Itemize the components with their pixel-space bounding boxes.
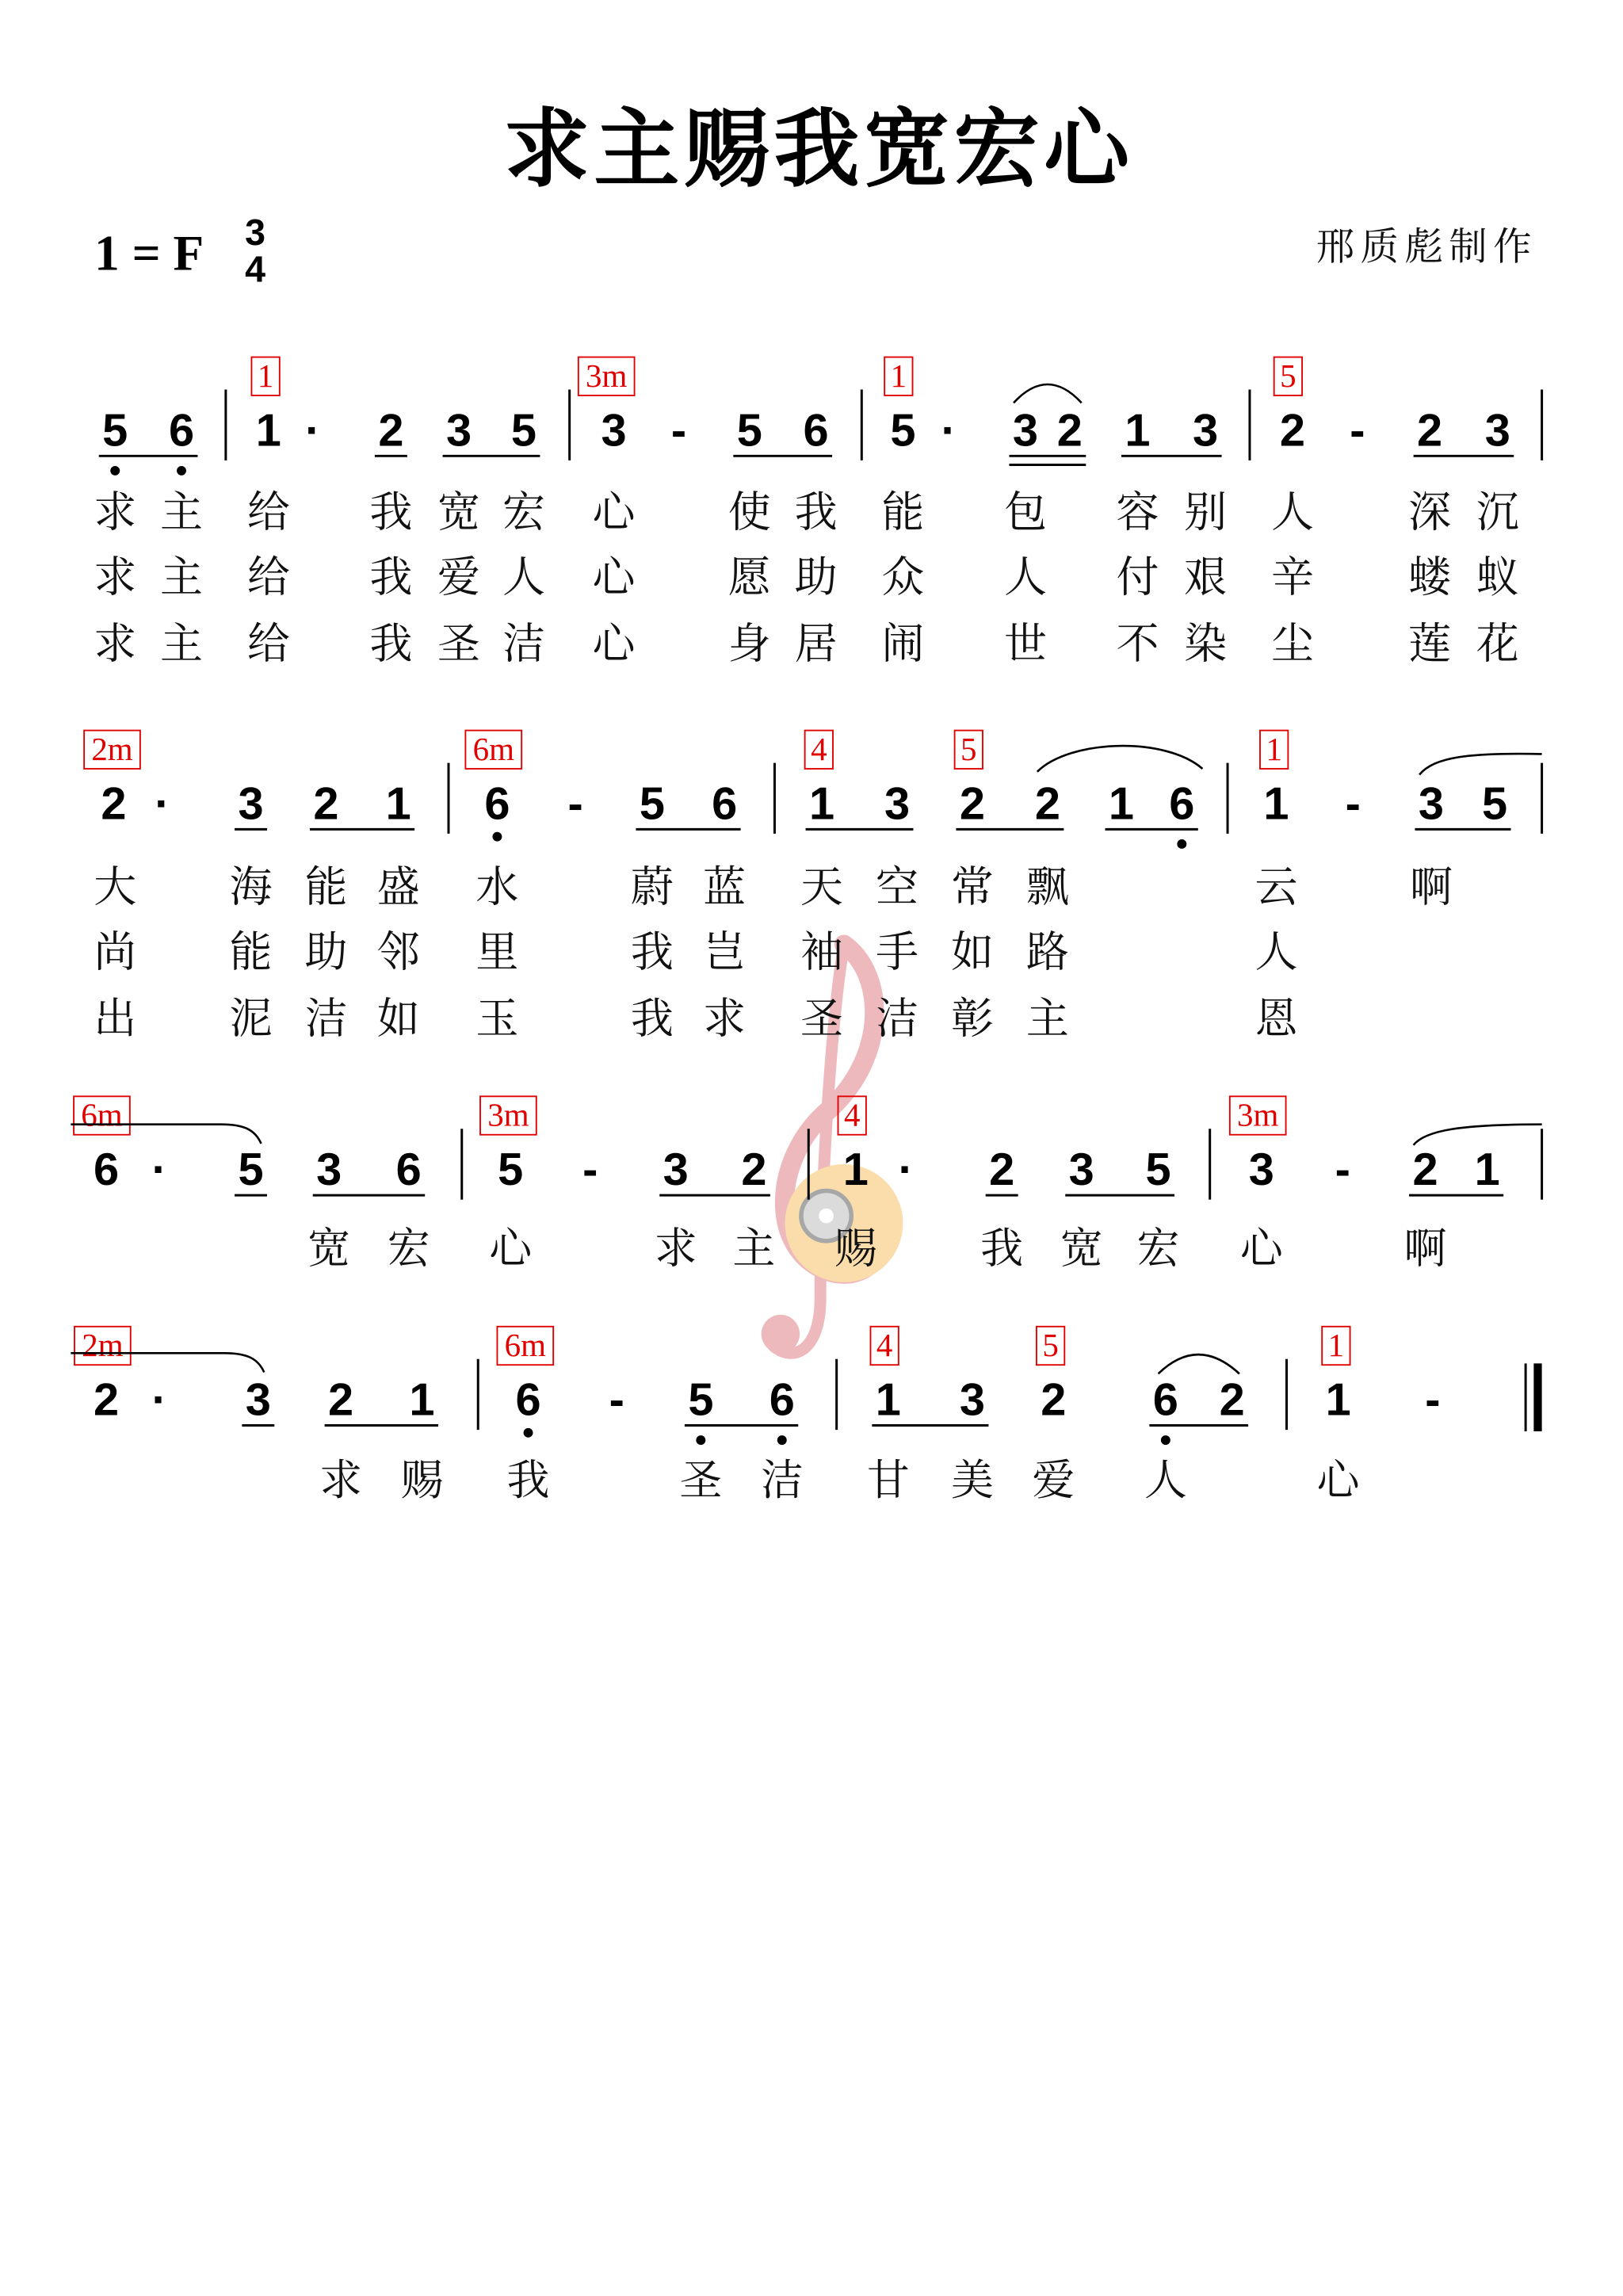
lyric-char: 啊: [1409, 861, 1453, 912]
note: 2: [959, 778, 985, 830]
extension-dash: -: [1335, 1144, 1350, 1196]
low-octave-dot: [777, 1435, 787, 1445]
chord-row: [74, 1327, 1350, 1365]
chord-symbol: [74, 1327, 131, 1365]
note: 3: [1068, 1144, 1094, 1196]
lyric-line-1: [319, 1455, 1361, 1505]
note: 3: [1248, 1144, 1274, 1196]
augmentation-dot: ·: [305, 405, 321, 457]
note: 2: [741, 1144, 767, 1196]
lyric-char: 深: [1408, 487, 1452, 537]
chord-symbol: [251, 357, 279, 395]
lyric-char: 愿: [727, 552, 771, 602]
lyric-char: 助: [304, 926, 348, 977]
system-2: [84, 731, 1541, 1044]
note: 1: [385, 778, 411, 830]
chord-symbol: [1230, 1096, 1286, 1134]
lyric-char: 爱: [1032, 1455, 1075, 1506]
chord-symbol: [480, 1096, 537, 1134]
chord-label: 2m: [91, 730, 133, 767]
chord-symbol: [74, 1096, 130, 1134]
lyric-char: 宏: [387, 1223, 430, 1274]
extension-dash: -: [582, 1144, 598, 1196]
note: 1: [875, 1374, 901, 1426]
lyric-line-1: [94, 487, 1519, 537]
treble-clef-ball: [762, 1315, 800, 1353]
lyric-char: 给: [246, 552, 290, 602]
lyric-char: 艰: [1184, 552, 1228, 602]
lyric-char: 我: [369, 552, 413, 602]
header: [94, 100, 1537, 289]
lyric-char: 岂: [703, 926, 747, 977]
lyric-char: 大: [94, 861, 137, 912]
lyric-char: 尘: [1270, 618, 1314, 669]
lyric-char: 邻: [376, 926, 420, 977]
lyric-char: 人: [1003, 552, 1047, 602]
extension-dash: -: [1345, 778, 1361, 830]
lyric-char: 给: [246, 487, 290, 537]
note: 2: [313, 778, 339, 830]
note: 6: [1152, 1374, 1178, 1426]
lyric-char: 蝼: [1408, 552, 1452, 602]
chord-label: 6m: [81, 1096, 123, 1133]
lyric-char: 恩: [1254, 993, 1298, 1044]
note: 3: [238, 778, 264, 830]
chord-symbol: [1037, 1327, 1064, 1365]
lyric-char: 我: [794, 487, 838, 537]
lyric-char: 能: [304, 861, 348, 912]
extension-dash: -: [670, 405, 687, 457]
lyric-char: 求: [94, 618, 137, 669]
chord-symbol: [1322, 1327, 1350, 1365]
lyric-char: 心: [1239, 1223, 1283, 1274]
lyric-line-3: [94, 618, 1519, 668]
note: 3: [601, 405, 627, 457]
chord-symbol: [1260, 731, 1288, 769]
lyric-char: 主: [1025, 993, 1069, 1044]
barlines: [226, 390, 1542, 460]
lyric-char: 宽: [1060, 1223, 1103, 1274]
lyric-char: 求: [654, 1223, 697, 1274]
note-row: [99, 405, 1514, 476]
lyric-char: 玉: [475, 993, 519, 1044]
lyric-char: 如: [376, 993, 420, 1044]
slur: [1159, 1354, 1239, 1373]
note: 6: [1169, 778, 1195, 830]
note: 1: [1125, 405, 1151, 457]
note: 5: [688, 1374, 714, 1426]
lyric-char: 圣: [437, 618, 481, 669]
chord-symbol: [955, 731, 983, 769]
time-signature-denominator: 4: [245, 248, 266, 290]
lyric-char: 人: [502, 552, 545, 602]
lyric-char: 赐: [400, 1455, 444, 1506]
chord-symbol: [884, 357, 912, 395]
chord-symbol: [870, 1327, 898, 1365]
note: 2: [1056, 405, 1083, 457]
note: 3: [316, 1144, 342, 1196]
lyric-char: 我: [369, 487, 413, 537]
lyric-char: 心: [489, 1223, 533, 1274]
lyric-char: 花: [1476, 618, 1519, 669]
note: 6: [769, 1374, 795, 1426]
low-octave-dot: [492, 832, 502, 842]
lyric-line-1: [307, 1224, 1446, 1274]
chord-label: 1: [1266, 730, 1282, 767]
note: 1: [1474, 1144, 1500, 1196]
lyric-char: 圣: [679, 1455, 723, 1506]
lyric-char: 赐: [834, 1223, 877, 1274]
lyric-char: 辛: [1270, 552, 1314, 602]
note: 6: [484, 778, 510, 830]
low-octave-dot: [1177, 839, 1186, 849]
lyric-char: 心: [592, 552, 636, 602]
lyric-char: 人: [1254, 926, 1298, 977]
chord-label: 4: [876, 1327, 893, 1364]
chord-label: 3m: [586, 357, 628, 394]
note: 6: [515, 1374, 541, 1426]
note: 5: [890, 405, 916, 457]
lyric-char: 助: [794, 552, 838, 602]
slur: [1014, 384, 1082, 403]
lyric-char: 如: [950, 926, 994, 977]
note: 1: [1325, 1374, 1351, 1426]
chord-symbol: [579, 357, 635, 395]
chord-label: 6m: [504, 1327, 546, 1364]
time-signature: [245, 212, 265, 290]
note: 5: [639, 778, 665, 830]
note: 2: [1034, 778, 1060, 830]
lyric-char: 洁: [760, 1455, 804, 1506]
note: 5: [1481, 778, 1508, 830]
chord-label: 3m: [487, 1096, 529, 1133]
extension-dash: -: [567, 778, 583, 830]
lyric-char: 莲: [1408, 618, 1452, 669]
lyric-char: 心: [592, 487, 636, 537]
lyric-char: 闹: [881, 618, 925, 669]
extension-dash: -: [609, 1374, 624, 1426]
lyric-char: 我: [506, 1455, 550, 1506]
chord-label: 1: [257, 357, 274, 394]
score-systems: [71, 357, 1541, 1505]
chord-row: [84, 731, 1288, 769]
augmentation-dot: ·: [151, 1374, 167, 1426]
note: 3: [959, 1374, 985, 1426]
slur: [1419, 754, 1542, 774]
lyric-char: 蔚: [630, 861, 674, 912]
lyric-char: 容: [1116, 487, 1159, 537]
note: 6: [803, 405, 829, 457]
lyric-char: 水: [475, 861, 519, 912]
lyric-char: 宏: [1136, 1223, 1180, 1274]
lyric-char: 宽: [307, 1223, 351, 1274]
augmentation-dot: ·: [941, 405, 957, 457]
lyric-char: 圣: [800, 993, 844, 1044]
note: 2: [1279, 405, 1305, 457]
lyric-char: 洁: [304, 993, 348, 1044]
page-title: 求主赐我宽宏心: [503, 100, 1134, 200]
note-row: [94, 1374, 1440, 1445]
lyric-char: 世: [1003, 618, 1047, 669]
lyric-char: 求: [319, 1455, 363, 1506]
low-octave-dot: [110, 466, 120, 476]
lyric-char: 里: [475, 926, 519, 977]
note: 1: [842, 1144, 869, 1196]
note: 1: [1263, 778, 1289, 830]
lyric-char: 天: [800, 861, 844, 912]
lyric-char: 居: [794, 618, 838, 669]
chord-label: 1: [890, 357, 907, 394]
note: 2: [101, 778, 127, 830]
note: 6: [168, 405, 195, 457]
lyric-char: 别: [1184, 487, 1228, 537]
system-1: [94, 357, 1541, 669]
lyric-char: 袖: [800, 926, 844, 977]
lyric-char: 洁: [875, 993, 918, 1044]
note: 5: [238, 1144, 264, 1196]
lyric-char: 尚: [94, 926, 137, 977]
slur: [1037, 746, 1203, 772]
chord-label: 5: [1042, 1327, 1059, 1364]
note: 3: [1484, 405, 1510, 457]
note: 3: [884, 778, 911, 830]
low-octave-dot: [177, 466, 186, 476]
note: 1: [808, 778, 835, 830]
note: 6: [94, 1144, 120, 1196]
lyric-char: 人: [1144, 1455, 1187, 1506]
lyric-char: 心: [592, 618, 636, 669]
note: 6: [712, 778, 738, 830]
lyric-char: 盛: [376, 861, 420, 912]
augmentation-dot: ·: [155, 778, 170, 830]
lyric-char: 啊: [1403, 1223, 1447, 1274]
lyric-char: 不: [1116, 618, 1159, 669]
final-barline-thick: [1533, 1363, 1541, 1431]
extension-dash: -: [1425, 1374, 1441, 1426]
lyric-char: 主: [160, 552, 204, 602]
lyric-line-2: [94, 552, 1519, 602]
augmentation-dot: ·: [898, 1144, 914, 1196]
note: 2: [989, 1144, 1015, 1196]
lyric-char: 美: [950, 1455, 994, 1506]
lyric-char: 手: [875, 926, 918, 977]
lyric-char: 能: [881, 487, 925, 537]
note: 5: [498, 1144, 524, 1196]
lyric-char: 路: [1025, 926, 1069, 977]
time-signature-numerator: 3: [245, 212, 266, 254]
lyric-char: 洁: [502, 618, 545, 669]
note-row: [101, 778, 1510, 849]
lyric-char: 求: [94, 552, 137, 602]
lyric-char: 主: [160, 487, 204, 537]
lyric-char: 染: [1184, 618, 1228, 669]
note: 3: [1012, 405, 1039, 457]
chord-label: 2m: [82, 1327, 124, 1364]
author-credit: 邢质彪制作: [1316, 224, 1538, 269]
augmentation-dot: ·: [151, 1144, 167, 1196]
lyric-char: 蚁: [1476, 552, 1519, 602]
lyric-char: 海: [229, 861, 273, 912]
lyric-char: 沉: [1476, 487, 1519, 537]
note: 3: [245, 1374, 271, 1426]
note: 5: [1145, 1144, 1171, 1196]
lyric-line-2: [94, 926, 1297, 976]
chord-label: 6m: [472, 730, 514, 767]
note: 3: [1193, 405, 1219, 457]
note: 2: [1041, 1374, 1067, 1426]
lyric-char: 云: [1254, 861, 1298, 912]
extension-dash: -: [1350, 405, 1365, 457]
note: 1: [255, 405, 281, 457]
note: 5: [736, 405, 762, 457]
chord-symbol: [84, 731, 140, 769]
chord-symbol: [1274, 357, 1302, 395]
note: 3: [1418, 778, 1445, 830]
lyric-char: 主: [732, 1223, 776, 1274]
note: 3: [663, 1144, 689, 1196]
chord-symbol: [805, 731, 833, 769]
chord-row: [251, 357, 1302, 395]
note: 2: [328, 1374, 354, 1426]
lyric-char: 人: [1270, 487, 1314, 537]
note: 1: [1108, 778, 1135, 830]
chord-label: 5: [1280, 357, 1296, 394]
low-octave-dot: [1161, 1435, 1170, 1445]
note: 3: [445, 405, 472, 457]
note: 2: [1219, 1374, 1245, 1426]
note: 2: [378, 405, 404, 457]
lyric-line-1: [94, 862, 1453, 912]
chord-symbol: [497, 1327, 553, 1365]
note: 5: [102, 405, 128, 457]
lyric-char: 宏: [502, 487, 545, 537]
lyric-char: 我: [980, 1223, 1024, 1274]
lyric-char: 主: [160, 618, 204, 669]
lyric-char: 能: [229, 926, 273, 977]
lyric-char: 包: [1003, 487, 1047, 537]
lyric-char: 众: [881, 552, 925, 602]
lyric-char: 常: [950, 861, 994, 912]
chord-label: 4: [843, 1096, 861, 1133]
lyric-char: 我: [369, 618, 413, 669]
lyric-char: 付: [1116, 552, 1159, 602]
lyric-char: 甘: [866, 1455, 910, 1506]
chord-label: 5: [960, 730, 977, 767]
lyric-char: 泥: [229, 993, 273, 1044]
lyric-char: 我: [630, 993, 674, 1044]
note: 2: [94, 1374, 120, 1426]
lyric-line-3: [94, 993, 1298, 1043]
note: 6: [395, 1144, 422, 1196]
low-octave-dot: [696, 1435, 705, 1445]
note: 2: [1412, 1144, 1438, 1196]
lyric-char: 爱: [437, 552, 481, 602]
lyric-char: 身: [727, 618, 771, 669]
lyric-char: 彰: [950, 993, 994, 1044]
barlines: [449, 763, 1542, 834]
disc-hole: [819, 1209, 834, 1224]
note: 5: [510, 405, 537, 457]
lyric-char: 空: [875, 861, 918, 912]
lyric-char: 宽: [437, 487, 481, 537]
lyric-char: 我: [630, 926, 674, 977]
low-octave-dot: [524, 1428, 533, 1438]
chord-label: 1: [1327, 1327, 1345, 1364]
lyric-char: 心: [1316, 1455, 1360, 1506]
lyric-char: 飘: [1025, 861, 1069, 912]
lyric-char: 蓝: [703, 861, 747, 912]
note: 1: [409, 1374, 435, 1426]
lyric-char: 使: [727, 487, 771, 537]
slur: [1414, 1125, 1542, 1145]
lyric-char: 给: [246, 618, 290, 669]
chord-label: 4: [811, 730, 827, 767]
chord-label: 3m: [1237, 1096, 1279, 1133]
lyric-char: 求: [94, 487, 137, 537]
chord-symbol: [465, 731, 521, 769]
note: 2: [1417, 405, 1443, 457]
barlines: [478, 1359, 1541, 1431]
chord-row: [74, 1096, 1285, 1134]
key-signature: 1 = F: [94, 225, 204, 281]
lyric-char: 求: [703, 993, 747, 1044]
lyric-char: 出: [94, 993, 137, 1044]
